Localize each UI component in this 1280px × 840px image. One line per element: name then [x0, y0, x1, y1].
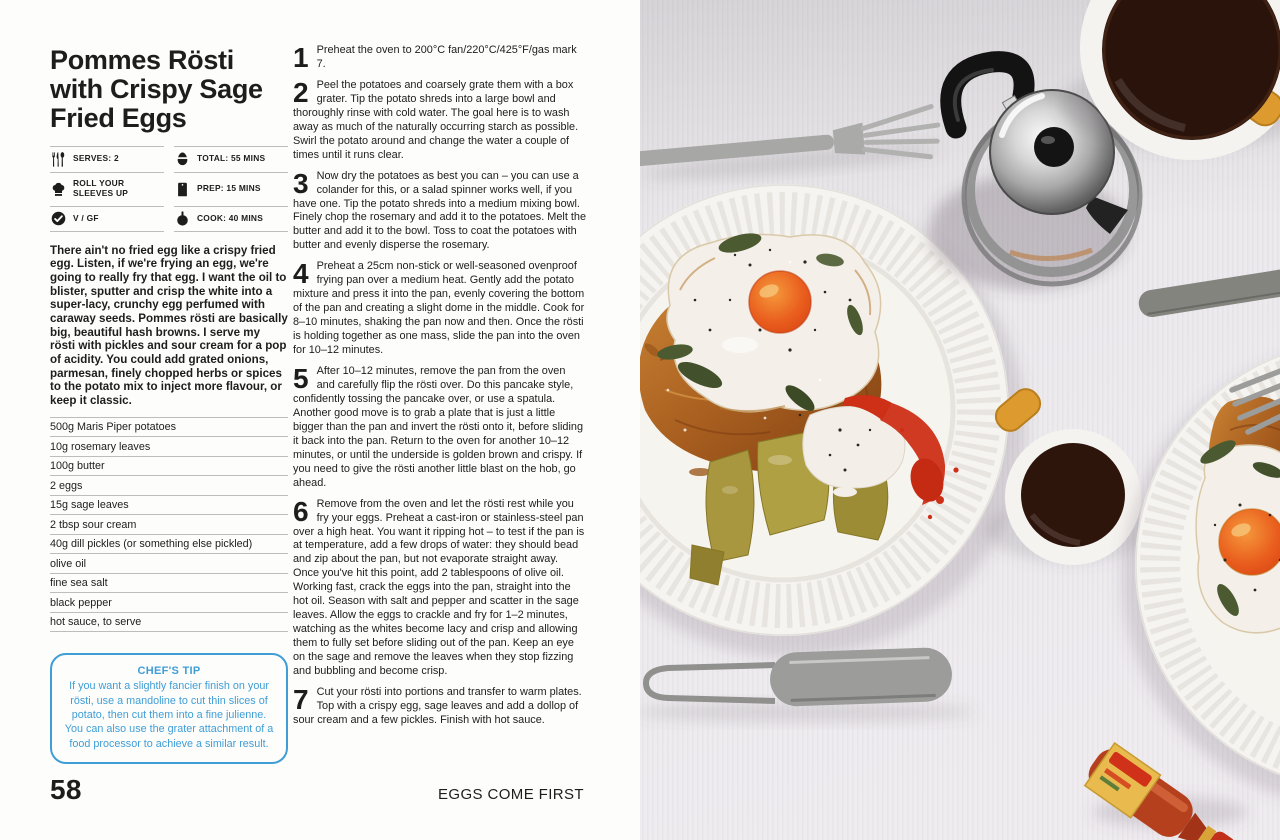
badge-cook-time: [174, 206, 288, 232]
step-number: 3: [293, 169, 309, 199]
method-step: [293, 260, 586, 358]
ingredient-item: olive oil: [50, 554, 288, 574]
badge-label: SERVES: 2: [73, 153, 119, 164]
step-text: Preheat the oven to 200°C fan/220°C/425°F/gas mark 7.: [316, 44, 577, 70]
method-step: [293, 170, 586, 254]
badge-total-time: [174, 146, 288, 172]
photo-page: [640, 0, 1280, 840]
ingredient-item: 500g Maris Piper potatoes: [50, 417, 288, 438]
step-text: Peel the potatoes and coarsely grate them with a box grater. Tip the potato shreds into a large bowl and thoroughly rinse with cold water. The goal here is to wash away as much of the naturally occurring starch as possible. Swirl the potato around and change the water a couple of times until it runs clear.: [293, 78, 579, 161]
chef-hat-icon: [50, 181, 67, 198]
fried-egg: [667, 235, 881, 412]
ingredient-item: 2 tbsp sour cream: [50, 515, 288, 535]
pan-icon: [174, 210, 191, 227]
step-text: Now dry the potatoes as best you can – you can use a colander for this, or a salad spinner works well, if you have one. Tip the potato shreds into a medium mixing bowl. Finely chop the rosemary and add it to the potatoes. Melt the butter and add it to the bowl. Toss to coat the potatoes with butter and evenly disperse the rosemary.: [293, 169, 586, 252]
badge-label: ROLL YOUR SLEEVES UP: [73, 178, 129, 199]
ingredient-item: hot sauce, to serve: [50, 613, 288, 633]
badge-prep-time: [174, 172, 288, 206]
ingredient-item: 2 eggs: [50, 476, 288, 496]
recipe-info-badges: [50, 146, 288, 232]
cutlery-icon: [50, 151, 67, 168]
step-number: 1: [293, 44, 309, 72]
ingredient-item: fine sea salt: [50, 574, 288, 594]
recipe-left-column: [50, 46, 288, 764]
step-number: 7: [293, 685, 309, 715]
egg-icon: [174, 151, 191, 168]
check-circle-icon: [50, 210, 67, 227]
recipe-title: Pommes Rösti with Crispy Sage Fried Eggs: [50, 45, 263, 133]
badge-serves: [50, 146, 164, 172]
step-text: After 10–12 minutes, remove the pan from the oven and carefully flip the rösti over. Do this pancake style, confidently tossing the pancake over, or use a spatula. Another good move is to grab a plate that is just a little bigger than the pan and invert the rösti onto it, before sliding it back into the pan. Return to the oven for another 10–12 minutes, or until the underside is golden brown and crispy. If you need to give the rösti another little blast on the hob, go ahead.: [293, 365, 584, 489]
ingredient-item: 100g butter: [50, 457, 288, 477]
badge-label: COOK: 40 MINS: [197, 212, 264, 223]
ingredient-item: 40g dill pickles (or something else pickled): [50, 535, 288, 555]
chefs-tip-body: If you want a slightly fancier finish on your rösti, use a mandoline to cut thin slices of potato, then cut them into a fine julienne. You can also use the grater attachment of a food processor to achieve a similar result.: [64, 680, 274, 750]
method-step: [293, 365, 586, 491]
badge-diet: [50, 206, 164, 232]
method-step: [293, 44, 586, 72]
step-number: 6: [293, 497, 309, 527]
method-steps: [293, 44, 586, 735]
step-text: Preheat a 25cm non-stick or well-seasoned ovenproof frying pan over a medium heat. Gently add the potato mixture and press it into the pan, evenly covering the bottom of the pan and creating a slight dome in the middle. Cook for 8–10 minutes, shaking the pan now and then. Once the rösti is holding together as one mass, slide the pan into the oven for 10–12 minutes.: [293, 260, 585, 357]
badge-label: TOTAL: 55 MINS: [197, 153, 266, 164]
ingredient-item: 10g rosemary leaves: [50, 437, 288, 457]
ingredients-list: [50, 417, 288, 633]
method-step: [293, 686, 586, 728]
badge-label: V / GF: [73, 212, 99, 223]
badge-label: PREP: 15 MINS: [197, 183, 261, 194]
step-number: 5: [293, 365, 309, 395]
ingredient-item: black pepper: [50, 593, 288, 613]
chopping-board-icon: [174, 181, 191, 198]
recipe-intro: There ain't no fried egg like a crispy fried egg. Listen, if we're frying an egg, we're going to really fry that egg. I want the oil to blister, sputter and crisp the white into a super-lacy, crunchy egg perfumed with caraway seeds. Pommes rösti are basically big, beautiful hash browns. I serve my rösti with pickles and sour cream for a pop of acidity. You could add grated onions, parmesan, finely chopped herbs or spices to the potato mix to inject more flavour, or keep it classic.: [50, 243, 288, 408]
method-step: [293, 79, 586, 163]
badge-difficulty: [50, 172, 164, 206]
step-number: 2: [293, 78, 309, 108]
chapter-title: EGGS COME FIRST: [437, 786, 584, 803]
chefs-tip-title: CHEF'S TIP: [137, 665, 201, 678]
step-text: Remove from the oven and let the rösti rest while you fry your eggs. Preheat a cast-iron or stainless-steel pan over a high heat. You want it ripping hot – to test if the pan is at temperature, add a few drops of water: they should bead and zip about the pan, but not evaporate straight away. Once you've hit this point, add 2 tablespoons of olive oil. Working fast, crack the eggs into the pan, straight into the hot oil. Season with salt and pepper and scatter in the sage leaves. Allow the eggs to crackle and fry for 1–2 minutes, watching as the whites become lacy and crisp and allowing them to fully set before sliding out of the pan. Keep an eye on the sage and remove the leaves when they stop fizzing and bubbling and become crisp.: [293, 497, 585, 678]
method-step: [293, 498, 586, 679]
chefs-tip-box: [50, 653, 288, 764]
ingredient-item: 15g sage leaves: [50, 496, 288, 516]
food-photo: [640, 0, 1280, 840]
step-text: Cut your rösti into portions and transfer to warm plates. Top with a crispy egg, sage leaves and add a dollop of sour cream and a few pickles. Finish with hot sauce.: [293, 685, 582, 726]
step-number: 4: [293, 260, 309, 290]
page-number: 58: [50, 774, 82, 805]
